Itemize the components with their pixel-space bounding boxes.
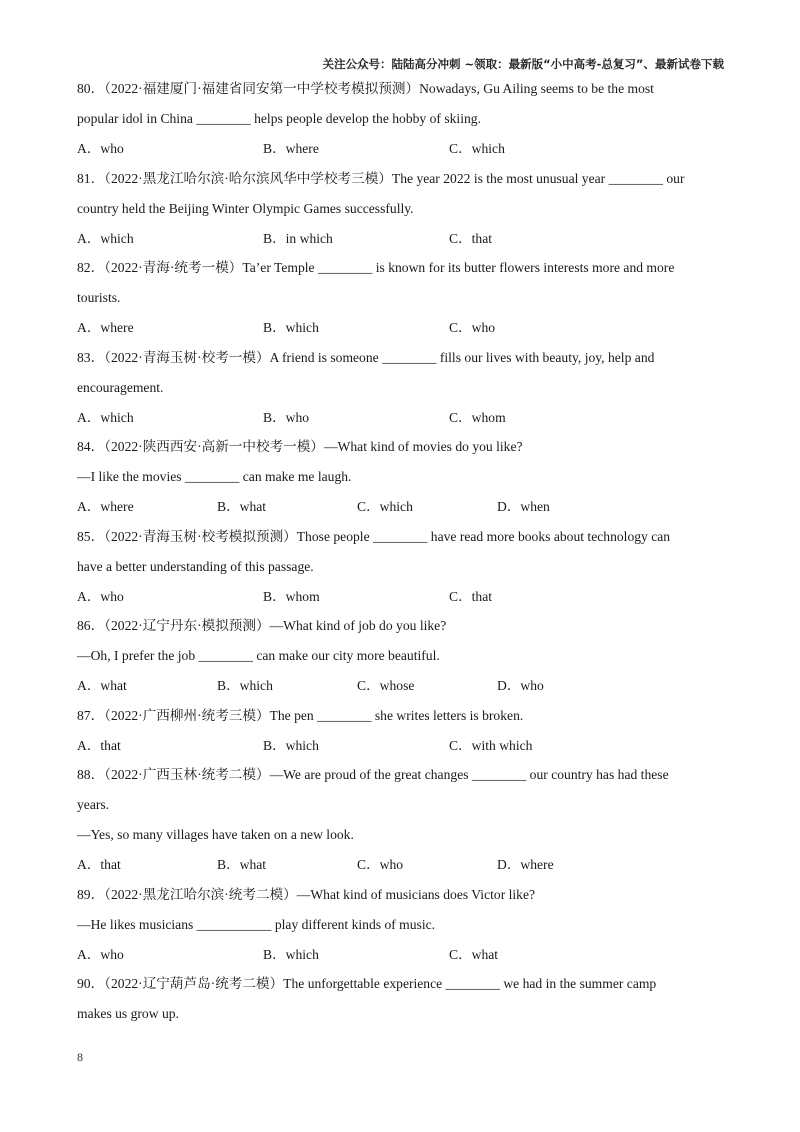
answer-option: C．whose [357, 678, 415, 693]
answer-option: C．with which [449, 737, 533, 753]
answer-option: B．which [263, 320, 319, 335]
answer-option: C．that [449, 230, 493, 246]
question-line: —Yes, so many villages have taken on a new look. [77, 827, 354, 842]
answer-option: B．which [263, 946, 319, 962]
answer-option: C．which [357, 499, 413, 514]
answer-option: B．whom [263, 588, 320, 604]
question-item [77, 760, 727, 880]
answer-option: B．what [217, 857, 267, 872]
question-item [77, 164, 727, 254]
answer-option: A．that [77, 737, 121, 753]
answer-option: C．who [449, 320, 496, 335]
question-item [77, 74, 727, 164]
question-line: tourists. [77, 290, 121, 305]
question-item [77, 969, 727, 1029]
question-stem: 83．（2022·青海玉树·校考一模）A friend is someone ________ fills our lives with beauty, joy, help and [77, 349, 655, 365]
answer-option: D．when [497, 499, 550, 514]
answer-option: C．whom [449, 409, 506, 425]
answer-option: B．who [263, 409, 310, 425]
answer-option: B．which [217, 678, 273, 693]
question-stem: 86．（2022·辽宁丹东·模拟预测）—What kind of job do you like? [77, 618, 447, 633]
answer-option: A．that [77, 857, 121, 872]
question-line: makes us grow up. [77, 1006, 179, 1021]
question-stem: 87．（2022·广西柳州·统考三模）The pen ________ she writes letters is broken. [77, 707, 524, 723]
answer-options [77, 492, 727, 522]
question-item [77, 522, 727, 612]
answer-options [77, 582, 727, 612]
answer-options [77, 731, 727, 761]
question-line: popular idol in China ________ helps people develop the hobby of skiing. [77, 111, 481, 126]
question-stem: 89．（2022·黑龙江哈尔滨·统考二模）—What kind of musicians does Victor like? [77, 886, 536, 902]
answer-options [77, 671, 727, 701]
question-item [77, 880, 727, 970]
answer-option: D．where [497, 857, 554, 872]
answer-option: C．who [357, 857, 404, 872]
answer-option: A．where [77, 499, 134, 514]
answer-option: A．where [77, 320, 134, 335]
question-stem: 90．（2022·辽宁葫芦岛·统考二模）The unforgettable experience ________ we had in the summer camp [77, 976, 657, 991]
answer-option: C．that [449, 588, 493, 604]
question-stem: 82．（2022·青海·统考一模）Ta’er Temple ________ is known for its butter flowers interests more and more [77, 260, 675, 275]
answer-option: A．which [77, 409, 134, 425]
answer-options [77, 940, 727, 970]
answer-option: A．what [77, 678, 127, 693]
answer-options [77, 313, 727, 343]
answer-option: C．what [449, 946, 499, 962]
question-line: encouragement. [77, 379, 164, 395]
page-number: 8 [77, 1050, 83, 1064]
question-stem: 81．（2022·黑龙江哈尔滨·哈尔滨风华中学校考三模）The year 2022 is the most unusual year ________ our [77, 170, 685, 186]
question-stem: 85．（2022·青海玉树·校考模拟预测）Those people ________ have read more books about technology can [77, 528, 671, 544]
question-line: years. [77, 797, 110, 812]
answer-option: D．who [497, 678, 544, 693]
question-line: country held the Beijing Winter Olympic Games successfully. [77, 200, 414, 216]
answer-options [77, 403, 727, 433]
answer-option: A．who [77, 946, 124, 962]
question-list [77, 74, 727, 1029]
question-line: have a better understanding of this passage. [77, 558, 314, 574]
answer-option: B．which [263, 737, 319, 753]
answer-option: A．which [77, 230, 134, 246]
answer-option: C．which [449, 141, 505, 156]
answer-options [77, 850, 727, 880]
question-stem: 80．（2022·福建厦门·福建省同安第一中学校考模拟预测）Nowadays, Gu Ailing seems to be the most [77, 81, 654, 96]
question-item [77, 701, 727, 761]
question-item [77, 611, 727, 701]
question-line: —I like the movies ________ can make me laugh. [77, 469, 352, 484]
answer-option: B．in which [263, 230, 333, 246]
question-item [77, 343, 727, 433]
answer-option: B．where [263, 141, 319, 156]
answer-options [77, 134, 727, 164]
question-item [77, 253, 727, 343]
page-header: 关注公众号：陆陆高分冲刺 ~领取：最新版“小中高考-总复习”、最新试卷下载 [322, 57, 724, 71]
question-stem: 88．（2022·广西玉林·统考二模）—We are proud of the great changes ________ our country has had these [77, 767, 669, 782]
answer-option: A．who [77, 141, 124, 156]
question-line: —He likes musicians ___________ play different kinds of music. [77, 916, 436, 932]
answer-option: A．who [77, 588, 124, 604]
answer-options [77, 224, 727, 254]
answer-option: B．what [217, 499, 267, 514]
question-line: —Oh, I prefer the job ________ can make our city more beautiful. [77, 648, 440, 663]
question-stem: 84．（2022·陕西西安·高新一中校考一模）—What kind of movies do you like? [77, 439, 523, 454]
question-item [77, 432, 727, 522]
